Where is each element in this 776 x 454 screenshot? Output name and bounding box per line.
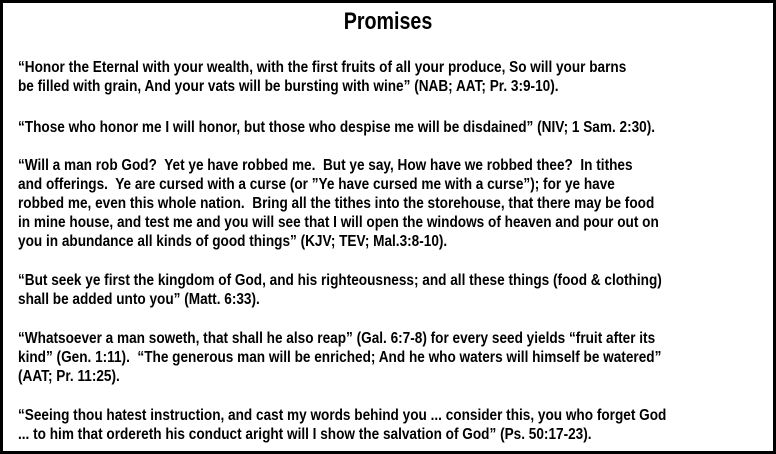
paragraph-galatians-6 (18, 329, 776, 386)
paragraph-line: be filled with grain, And your vats will be bursting with wine” (NAB; AAT; Pr. 3:9-10). (18, 78, 559, 95)
paragraph-line: “But seek ye first the kingdom of God, and his righteousness; and all these things (food & clothing) (18, 272, 662, 289)
paragraph-line: “Honor the Eternal with your wealth, with the first fruits of all your produce, So will your barns (18, 59, 627, 76)
paragraph-line: robbed me, even this whole nation. Bring all the tithes into the storehouse, that there may be food (18, 195, 655, 212)
page-title: Promises (343, 8, 433, 35)
paragraph-proverbs-3 (18, 58, 776, 96)
paragraph-line: shall be added unto you” (Matt. 6:33). (18, 291, 260, 308)
paragraph-line: “Those who honor me I will honor, but those who despise me will be disdained” (NIV; 1 Sam. 2:30). (18, 119, 656, 136)
paragraph-malachi-3 (18, 156, 776, 251)
paragraph-line: you in abundance all kinds of good things” (KJV; TEV; Mal.3:8-10). (18, 233, 448, 250)
paragraph-line: “Will a man rob God? Yet ye have robbed me. But ye say, How have we robbed thee? In tithes (18, 157, 633, 174)
paragraph-line: “Whatsoever a man soweth, that shall he also reap” (Gal. 6:7-8) for every seed yields “fruit after its (18, 330, 656, 347)
paragraph-line: ... to him that ordereth his conduct aright will I show the salvation of God” (Ps. 50:17-23). (18, 426, 592, 443)
paragraph-matthew-6 (18, 271, 776, 309)
paragraph-psalms-50 (18, 406, 776, 444)
paragraph-1-samuel-2 (18, 118, 776, 137)
paragraph-line: and offerings. Ye are cursed with a curse (or ”Ye have cursed me with a curse”); for ye have (18, 176, 615, 193)
paragraph-line: (AAT; Pr. 11:25). (18, 368, 120, 385)
paragraph-line: in mine house, and test me and you will see that I will open the windows of heaven and pour out on (18, 214, 659, 231)
paragraph-line: “Seeing thou hatest instruction, and cast my words behind you ... consider this, you who forget God (18, 407, 667, 424)
paragraph-line: kind” (Gen. 1:11). “The generous man will be enriched; And he who waters will himself be watered” (18, 349, 662, 366)
